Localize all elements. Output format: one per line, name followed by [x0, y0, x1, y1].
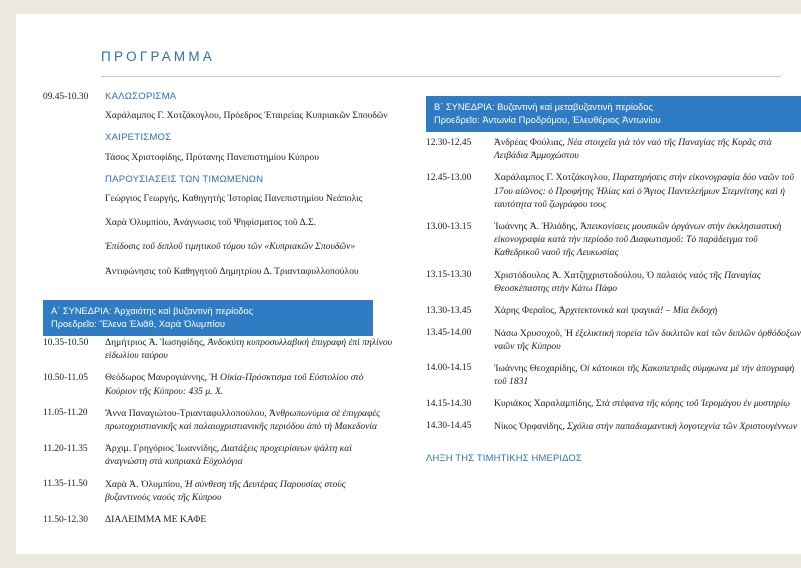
row-time: 10.35-10.50	[43, 337, 89, 348]
row-time: 13.45-14.00	[426, 328, 472, 339]
section-heading: ΠΑΡΟΥΣΙΑΣΕΙΣ ΤΩΝ ΤΙΜΩΜΕΝΩΝ	[105, 173, 264, 185]
row-title: Χαράλαμπος Γ. Χοτζάκογλου, Παρατηρήσεις στὴν εἰκονογραφία δύο ναῶν τοῦ 17ου αἰῶνος: ὁ Προφήτης Ἠλίας καὶ ὁ Ἅγιος Παντελεήμων Στεμνίτσης καὶ ἡ ταυτότητα τοῦ ζωγράφου τους	[494, 172, 794, 210]
title-divider	[101, 76, 781, 77]
session-title: Α΄ ΣΥΝΕΔΡΙΑ: Ἀρχαιότης καὶ βυζαντινὴ περίοδος	[51, 306, 254, 316]
session-b-list	[426, 136, 801, 442]
row-title: Ἀνδρέας Φούλιας, Νέα στοιχεῖα γιὰ τὸν ναὸ τῆς Παναγίας τῆς Κυρᾶς στὰ Λειβάδια Ἀμμοχώστου	[494, 137, 772, 162]
row-time: 12.30-12.45	[426, 137, 472, 148]
row-title: Ἄννα Παναγιώτου-Τριανταφυλλοπούλου, Ἀνθρωπωνύμια σὲ ἐπιγραφὲς πρωτοχριστιανικῆς καὶ παλαιοχριστιανικῆς περιόδου ἀπὸ τὴ Μακεδονία	[105, 407, 381, 433]
program-row	[426, 136, 801, 162]
row-time: 13.15-13.30	[426, 270, 472, 281]
row-content	[105, 173, 393, 289]
row-title: Χάρης Φεραῖος, Ἀρχιτεκτονικὰ καὶ τραγικά! – Μία ἔκδοχὴ	[494, 305, 718, 317]
session-band-a	[43, 300, 373, 336]
row-title: Χριστόδουλος Ἀ. Χατζηχριστοδούλου, Ὁ παλαιὸς ναὸς τῆς Παναγίας Θεοσκέπαστης στὴν Κάτω Πάφο	[494, 269, 761, 294]
speaker-line: Ἐπίδοσις τοῦ διπλοῦ τιμητικοῦ τόμου τῶν «Κυπριακῶν Σπουδῶν»	[105, 241, 356, 253]
row-time: 14.15-14.30	[426, 398, 472, 409]
row-time	[43, 173, 105, 174]
row-time: 13.30-13.45	[426, 305, 472, 316]
row-content	[105, 90, 393, 122]
program-row	[426, 171, 801, 211]
program-row	[426, 304, 801, 318]
row-title: Κυριάκος Χαραλαμπίδης, Στὰ στέφανα τῆς κόρης τοῦ Ἱερομάγου ἐν μυστηρίῳ	[494, 398, 791, 410]
left-margin-band	[0, 0, 16, 568]
row-time: 11.20-11.35	[43, 443, 88, 454]
session-band-b	[426, 96, 801, 132]
row-time: 14.00-14.15	[426, 363, 472, 374]
program-row	[43, 478, 393, 504]
row-title: Δημήτριος Ἀ. Ἰωσηφίδης, Ἀνδοκύτη κυπροσυλλαβικὴ ἐπιγραφὴ ἐπὶ πηλίνου εἰδωλίου ταύρου	[105, 337, 393, 362]
row-content	[105, 131, 393, 163]
session-a-list	[43, 336, 393, 536]
row-time: 11.35-11.50	[43, 479, 88, 490]
welcome-block	[43, 90, 393, 298]
row-title: Θεόδωρος Μαυρογιάννης, Ἡ Οἰκία-Πρόσκτισμα τοῦ Εὐστολίου στὸ Κούριον τῆς Κύπρου: 435 μ. Χ.	[105, 372, 364, 397]
row-title: Νίκος Ὀρφανίδης, Σχόλια στὴν παπαδιαμαντικὴ λογοτεχνία τῶν Χριστουγέννων	[494, 420, 798, 432]
program-row	[426, 397, 801, 411]
session-chairs: Προεδρεῖο: Ἕλενα Ἑλιᾶθ, Χαρὰ Ὀλυμπίου	[51, 318, 225, 329]
row-title: Χαρὰ Ἀ. Ὀλυμπίου, Ἡ σύνθεση τῆς Δευτέρας Παρουσίας στοὺς βυζαντινοὺς ναοὺς τῆς Κύπρου	[105, 478, 346, 503]
speaker-line: Γεώργιος Γεωργής, Καθηγητὴς Ἱστορίας Πανεπιστημίου Νεάπολις	[105, 193, 363, 205]
program-row	[426, 269, 801, 295]
row-title: ΔΙΑΛΕΙΜΜΑ ΜΕ ΚΑΦΕ	[105, 514, 207, 526]
program-row	[43, 371, 393, 397]
program-row	[43, 442, 393, 468]
page-content	[16, 14, 801, 554]
program-row	[43, 173, 393, 289]
speaker-line: Τάσος Χριστοφίδης, Πρύτανης Πανεπιστημίου Κύπρου	[105, 151, 319, 163]
section-heading: ΧΑΙΡΕΤΙΣΜΟΣ	[105, 132, 172, 144]
program-row	[43, 336, 393, 362]
program-row	[43, 90, 393, 122]
row-time: 09.45-10.30	[43, 91, 89, 102]
closing-note: ΛΗΞΗ ΤΗΣ ΤΙΜΗΤΙΚΗΣ ΗΜΕΡΙΔΟΣ	[426, 452, 582, 463]
row-time: 11.50-12.30	[43, 514, 88, 525]
section-heading: ΚΑΛΩΣΟΡΙΣΜΑ	[105, 91, 177, 102]
row-title: Νάσω Χρυσοχοῦ, Ἡ ἐξελικτικὴ πορεία τῶν δικλιτῶν καὶ τῶν διπλῶν ὀρθόδοξων ναῶν τῆς Κύπρου	[494, 327, 801, 352]
program-row	[426, 220, 801, 260]
row-time: 13.00-13.15	[426, 221, 472, 232]
session-title: Β΄ ΣΥΝΕΔΡΙΑ: Βυζαντινὴ καὶ μεταβυζαντινὴ περίοδος	[434, 102, 653, 112]
row-time: 12.45-13.00	[426, 172, 472, 183]
program-row	[43, 513, 393, 527]
program-row	[43, 131, 393, 163]
program-row	[426, 362, 801, 388]
speaker-line: Χαρὰ Ὀλυμπίου, Ἀνάγνωσις τοῦ Ψηφίσματος τοῦ Δ.Σ.	[105, 217, 317, 229]
row-title: Ἰωάννης Θεοχαρίδης, Οἱ κάτοικοι τῆς Κακοπετριᾶς σύμφωνα μὲ τὴν ἀπογραφὴ τοῦ 1831	[494, 362, 795, 388]
session-chairs: Προεδρεῖο: Ἀντωνία Προδρόμου, Ἐλευθέριος Ἀντωνίου	[434, 114, 661, 125]
row-title: Ἰωάννης Ἀ. Ἠλιάδης, Ἀπεικονίσεις μουσικῶν ὀργάνων στὴν ἐκκλησιαστικὴ εἰκονογραφία κατὰ τὴν περίοδο τοῦ Διαφωτισμοῦ: Τὸ παράδειγμα τοῦ Καθεδρικοῦ ναοῦ τῆς Λευκωσίας	[494, 221, 782, 259]
bottom-margin-band	[16, 554, 801, 568]
program-row	[43, 407, 393, 433]
row-time	[43, 131, 105, 132]
row-time: 14.30-14.45	[426, 421, 472, 432]
program-row	[426, 420, 801, 434]
row-title: Ἀρχιμ. Γρηγόριος Ἰωαννίδης, Διατάξεις προχειρίσεων ψάλτη καὶ ἀναγνώστη στὰ κυπριακὰ Εὐχολόγια	[105, 443, 352, 468]
speaker-line: Ἀντιφώνησις τοῦ Καθηγητοῦ Δημητρίου Δ. Τριανταφυλλοπούλου	[105, 265, 359, 277]
row-time: 11.05-11.20	[43, 408, 88, 419]
row-time: 10.50-11.05	[43, 372, 88, 383]
speaker-line: Χαράλαμπος Γ. Χοτζάκογλου, Πρόεδρος Ἑταιρείας Κυπριακῶν Σπουδῶν	[105, 110, 388, 122]
page-title: ΠΡΟΓΡΑΜΜΑ	[101, 49, 215, 64]
top-margin-band	[16, 0, 801, 14]
program-row	[426, 327, 801, 353]
